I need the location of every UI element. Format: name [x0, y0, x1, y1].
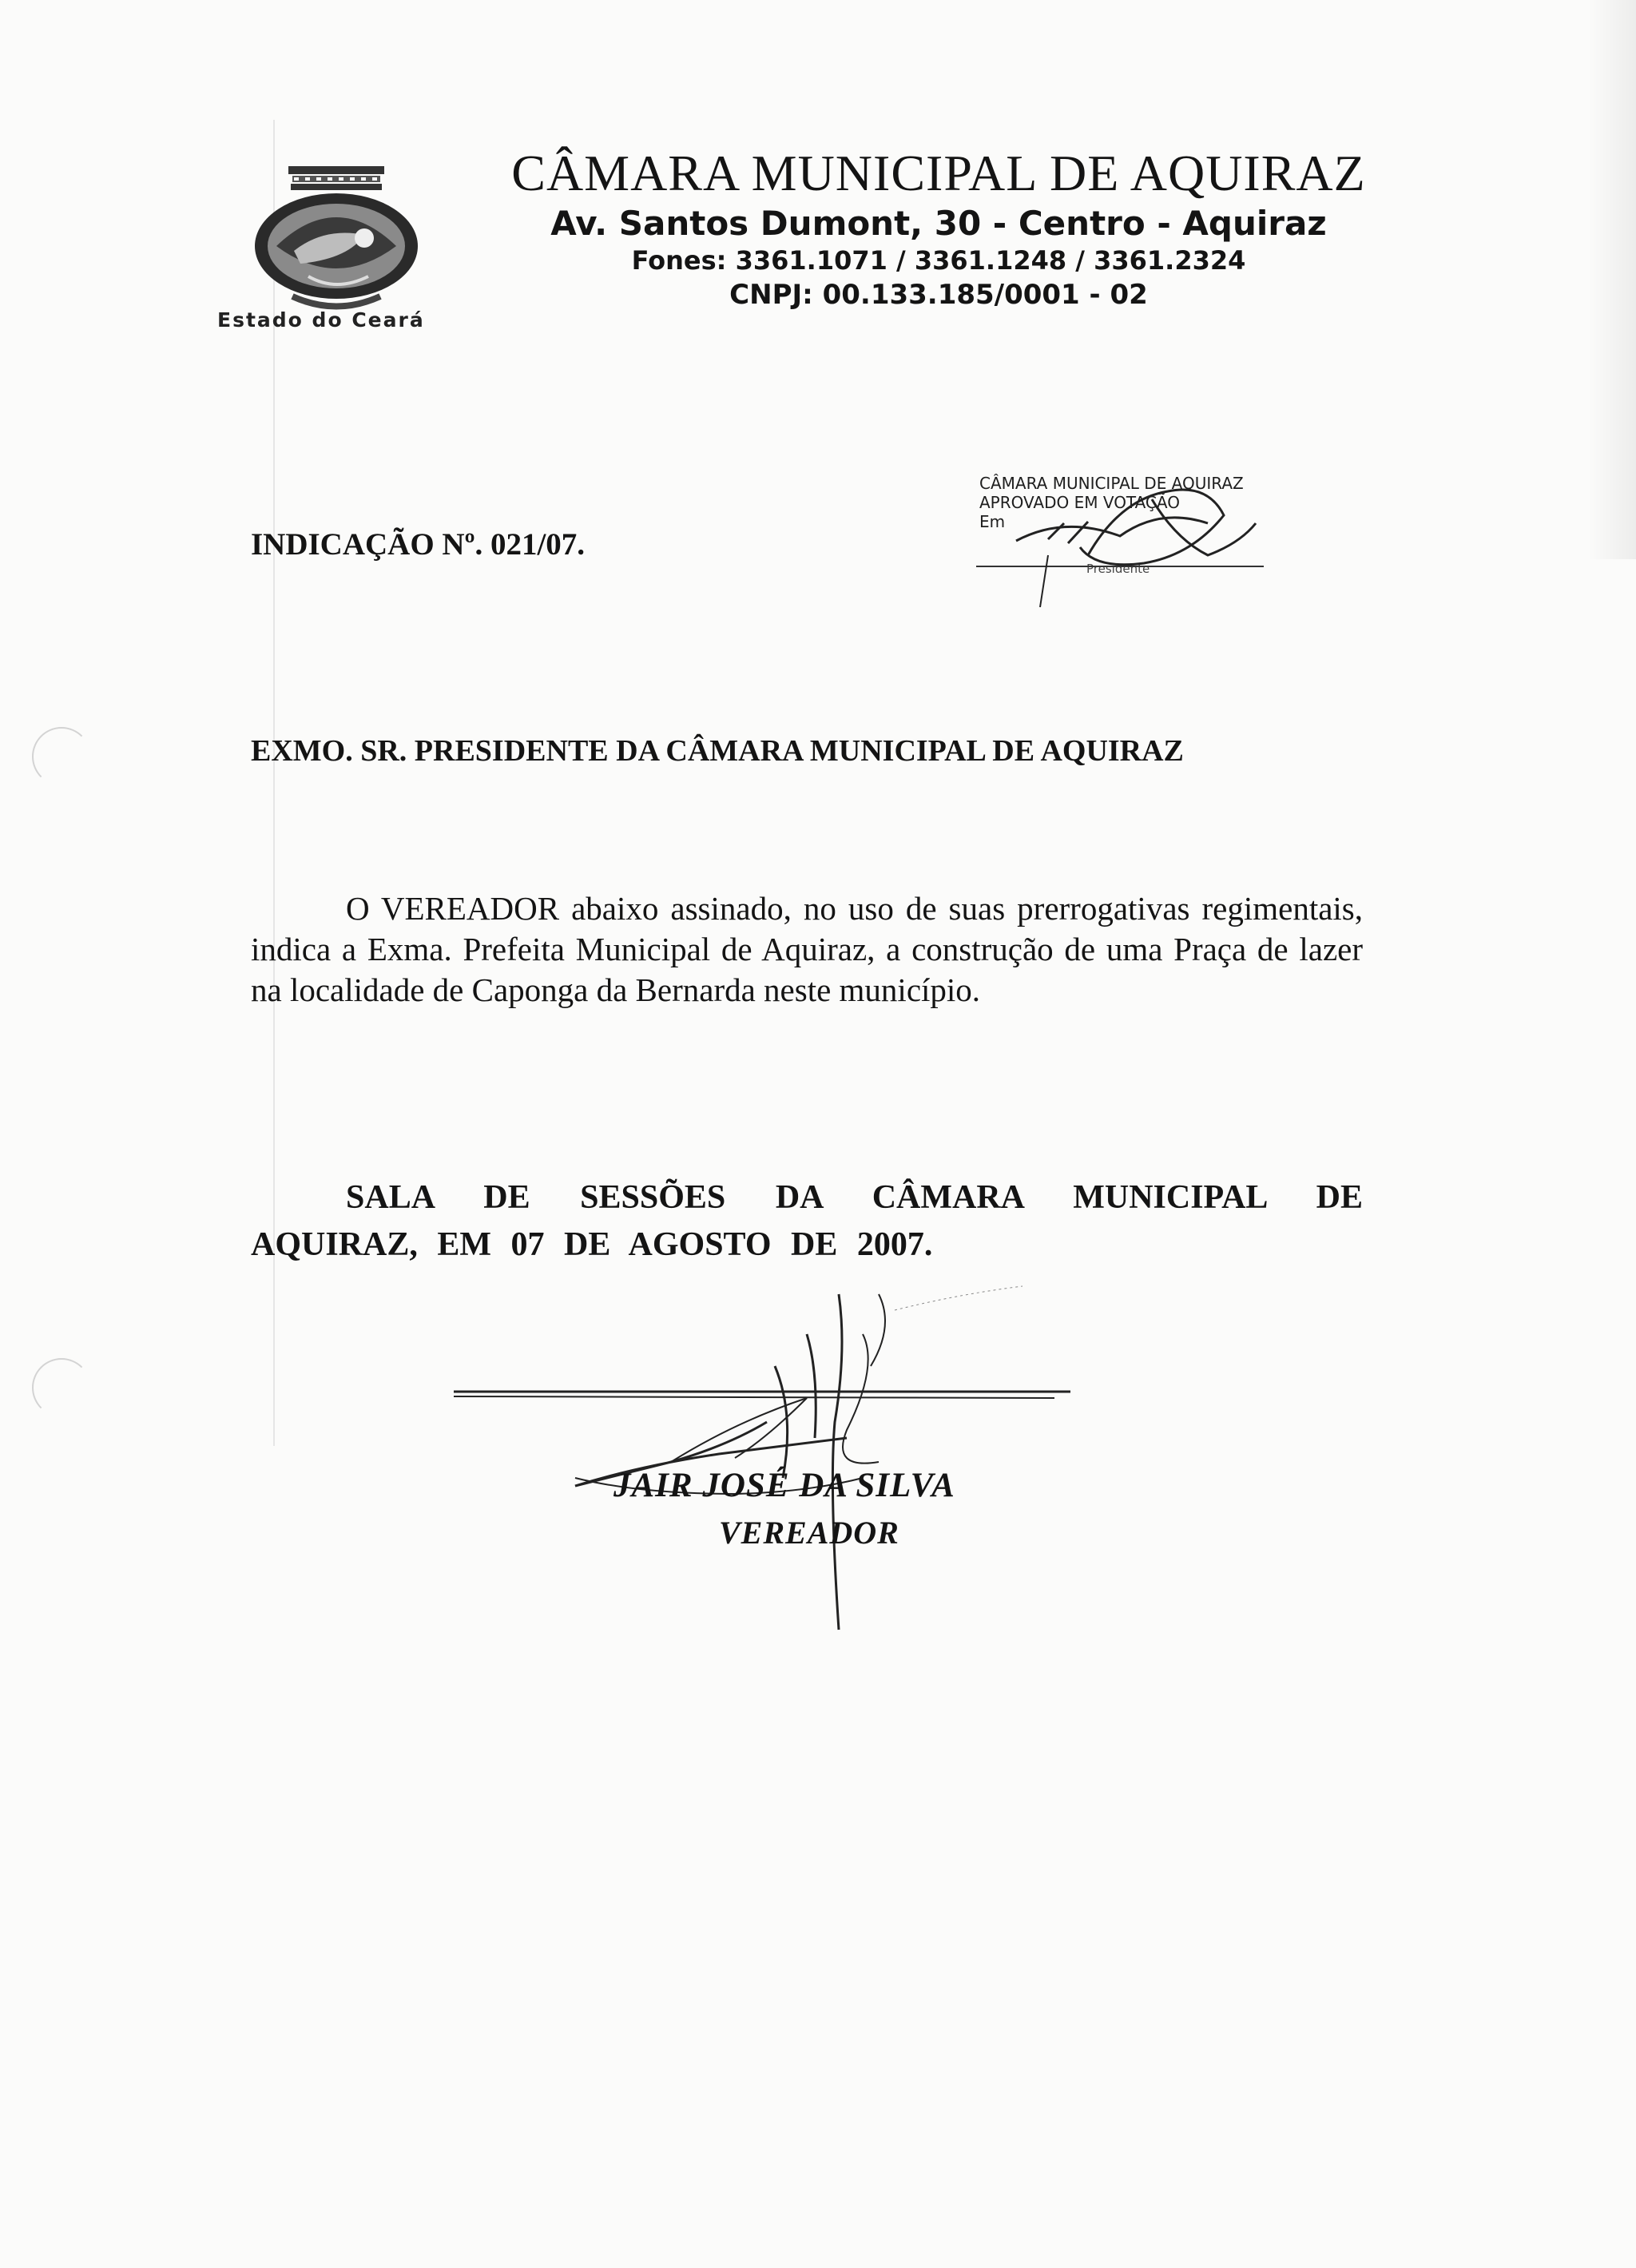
state-label: Estado do Ceará [217, 308, 425, 332]
punch-hole-bottom [32, 1358, 91, 1417]
chamber-cnpj: CNPJ: 00.133.185/0001 - 02 [729, 279, 1148, 311]
stamp-line-1: CÂMARA MUNICIPAL DE AQUIRAZ [979, 474, 1244, 493]
stamp-line-2: APROVADO EM VOTAÇÃO [979, 493, 1180, 512]
coat-of-arms-icon [244, 157, 428, 324]
chamber-address: Av. Santos Dumont, 30 - Centro - Aquiraz [550, 204, 1327, 243]
document-number: INDICAÇÃO Nº. 021/07. [251, 527, 586, 562]
handwritten-signature-icon [431, 1278, 1150, 1646]
addressee: EXMO. SR. PRESIDENTE DA CÂMARA MUNICIPAL DE AQUIRAZ [251, 734, 1184, 768]
signer-name: JAIR JOSÉ DA SILVA [614, 1467, 955, 1504]
stamp-line-3: Em [979, 512, 1006, 531]
stamp-signer-label: Presidente [1086, 562, 1150, 576]
body-text: O VEREADOR abaixo assinado, no uso de suas prerrogativas regimentais, indica a Exma. Prefeita Municipal de Aquiraz, a construção de uma Praça de lazer na localidade de Caponga da Bernarda neste município. [251, 890, 1363, 1008]
approval-stamp [968, 467, 1288, 615]
stamp-handwriting-icon [968, 467, 1288, 615]
chamber-phones: Fones: 3361.1071 / 3361.1248 / 3361.2324 [631, 245, 1246, 276]
closing-text: SALA DE SESSÕES DA CÂMARA MUNICIPAL DE AQUIRAZ, EM 07 DE AGOSTO DE 2007. [251, 1179, 1363, 1263]
signer-role: VEREADOR [719, 1515, 899, 1551]
chamber-title: CÂMARA MUNICIPAL DE AQUIRAZ [511, 145, 1366, 201]
punch-hole-top [32, 727, 91, 786]
scan-shadow [1588, 0, 1636, 559]
